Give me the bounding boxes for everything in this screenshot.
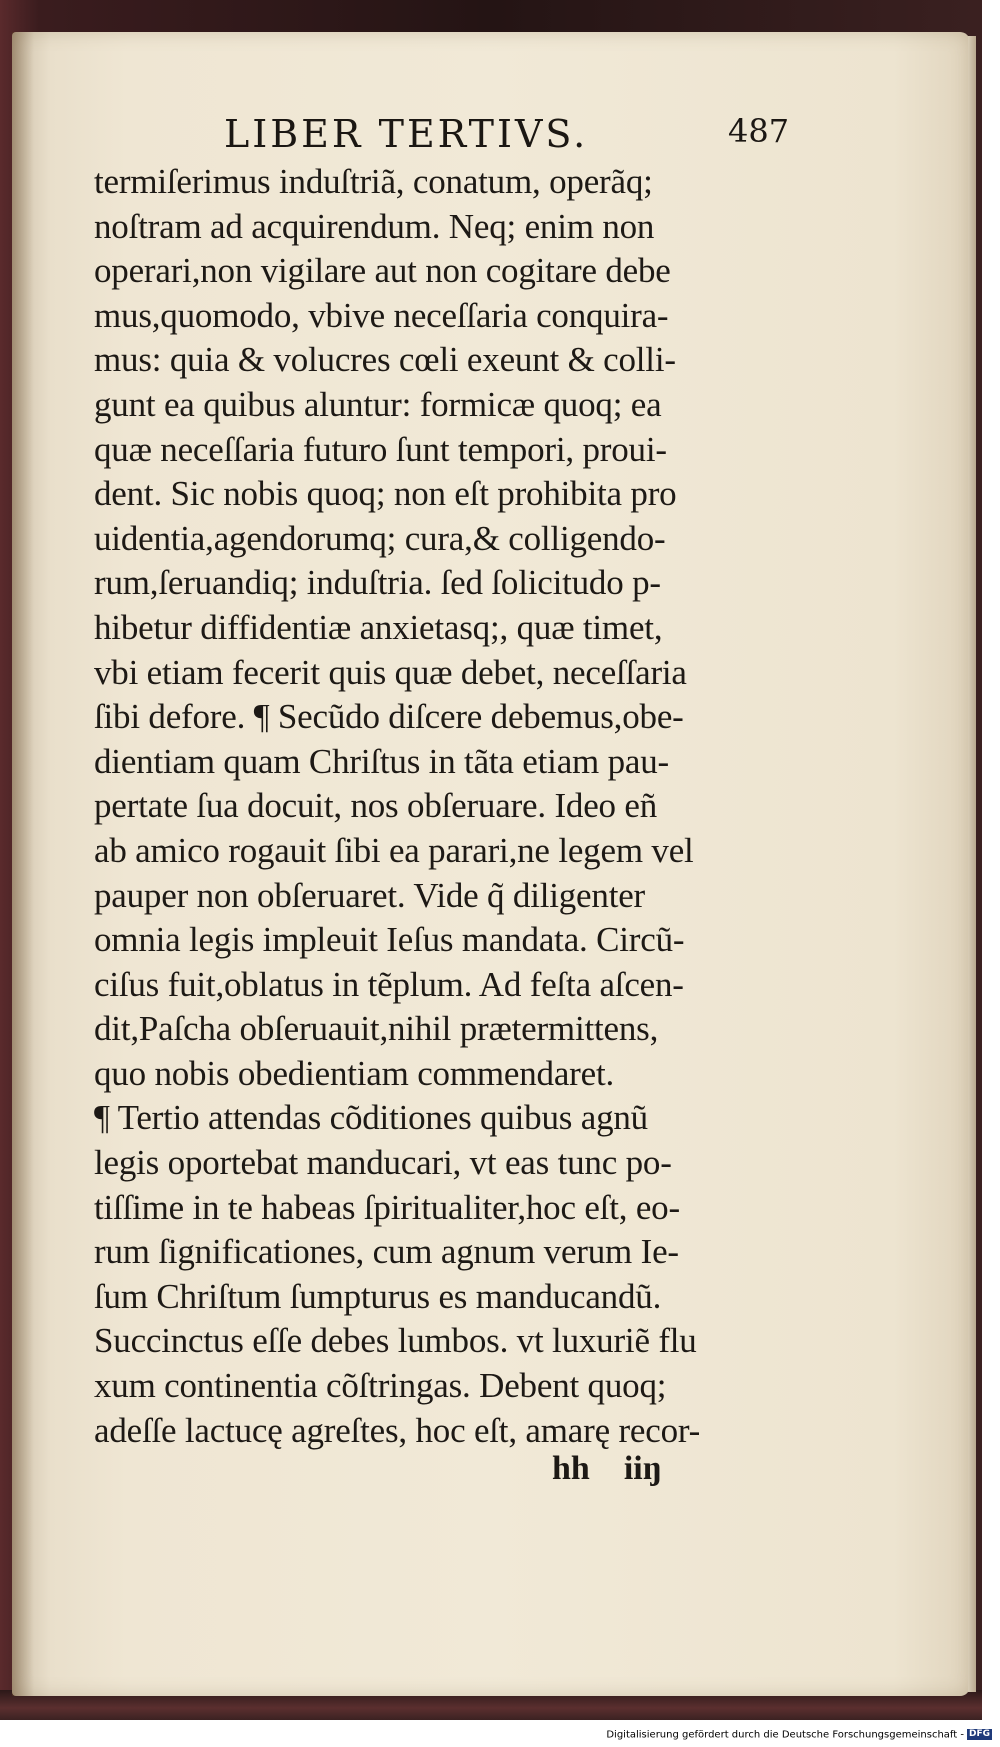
- spine-shadow: [12, 32, 34, 1696]
- running-head: LIBER TERTIVS.: [224, 112, 589, 156]
- text-line: uidentia,agendorumq; cura,& colligendo-: [94, 518, 666, 558]
- text-line: gunt ea quibus aluntur: formicæ quoq; ea: [94, 384, 662, 424]
- text-line: dent. Sic nobis quoq; non eſt prohibita pro: [94, 474, 677, 514]
- folio-number: 487: [728, 112, 790, 150]
- text-line: rum,ſeruandiq; induſtria. ſed ſolicitudo p-: [94, 563, 661, 603]
- text-line: ſum Chriſtum ſumpturus es manducandũ.: [94, 1276, 662, 1316]
- text-line: pauper non obſeruaret. Vide q̃ diligenter: [94, 875, 646, 915]
- text-line: pertate ſua docuit, nos obſeruare. Ideo eñ: [94, 786, 658, 826]
- text-line: tiſſime in te habeas ſpiritualiter,hoc eſt, eo-: [94, 1187, 680, 1227]
- text-line: rum ſignificationes, cum agnum verum Ie-: [94, 1232, 679, 1272]
- text-line: Succinctus eſſe debes lumbos. vt luxuriẽ flu: [94, 1321, 697, 1361]
- text-line: dit,Paſcha obſeruauit,nihil prætermittens,: [94, 1009, 659, 1049]
- dfg-logo: DFG: [968, 1729, 990, 1739]
- credit-text: Digitalisierung gefördert durch die Deutsche Forschungsgemeinschaft -: [606, 1729, 964, 1741]
- text-line: operari,non vigilare aut non cogitare debe: [94, 251, 671, 291]
- text-line: omnia legis impleuit Ieſus mandata. Circũ-: [94, 920, 685, 960]
- text-line: mus: quia & volucres cœli exeunt & colli-: [94, 340, 676, 380]
- text-line: termiſerimus induſtriã, conatum, operãq;: [94, 162, 653, 201]
- page-header: [96, 112, 796, 160]
- page-fore-edge: [968, 36, 976, 1692]
- text-line: ¶ Tertio attendas cõditiones quibus agnũ: [94, 1098, 648, 1138]
- text-line: hibetur diffidentiæ anxietasq;, quæ timet,: [94, 607, 663, 647]
- text-line: legis oportebat manducari, vt eas tunc po-: [94, 1143, 672, 1183]
- text-block: [94, 160, 800, 1453]
- text-line: ab amico rogauit ſibi ea parari,ne legem vel: [94, 830, 694, 870]
- text-line: mus,quomodo, vbive neceſſaria conquira-: [94, 295, 669, 335]
- text-line: vbi etiam fecerit quis quæ debet, neceſſaria: [94, 652, 687, 692]
- text-line: ciſus fuit,oblatus in tẽplum. Ad feſta aſcen-: [94, 964, 684, 1004]
- text-line: xum continentia cõſtringas. Debent quoq;: [94, 1366, 667, 1406]
- text-line: ſibi defore. ¶ Secũdo diſcere debemus,obe-: [94, 697, 684, 737]
- digitization-credit: [606, 1729, 992, 1741]
- text-line: adeſſe lactucę agreſtes, hoc eſt, amarę recor-: [94, 1410, 701, 1450]
- text-line: noſtram ad acquirendum. Neq; enim non: [94, 206, 655, 246]
- text-line: quæ neceſſaria futuro ſunt tempori, proui-: [94, 429, 667, 469]
- text-line: quo nobis obedientiam commendaret.: [94, 1053, 615, 1093]
- signature-mark: hh iiŋ: [552, 1450, 662, 1487]
- text-line: dientiam quam Chriſtus in tãta etiam pau-: [94, 741, 669, 781]
